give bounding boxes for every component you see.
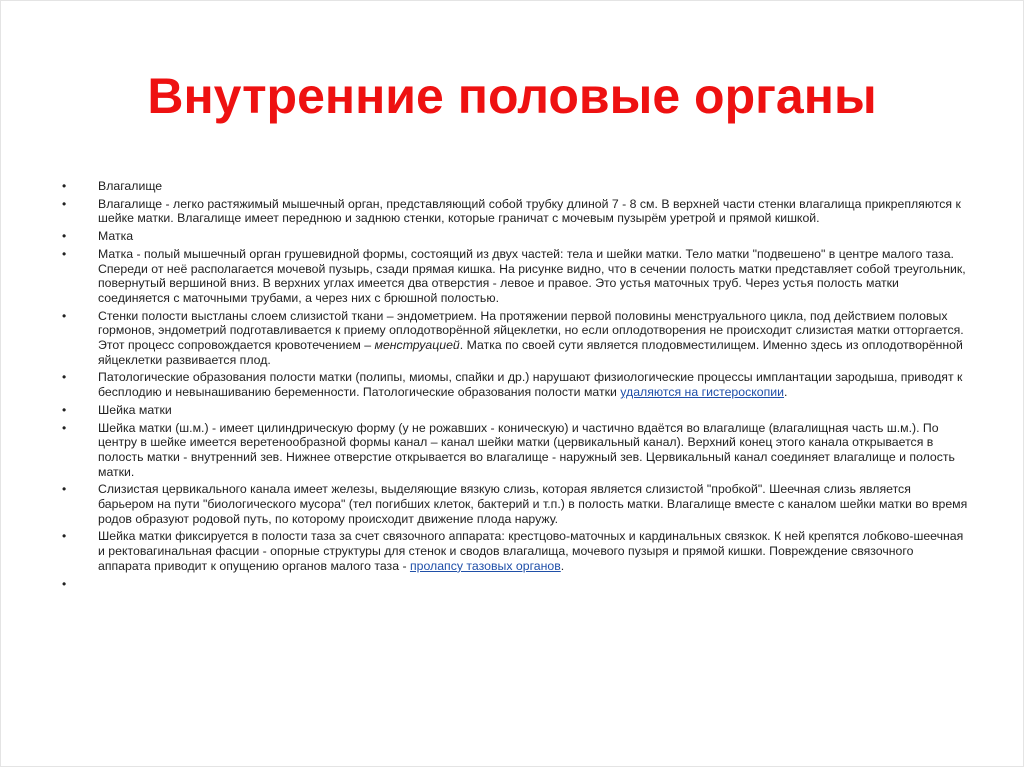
bullet-item-ligaments bbox=[62, 529, 968, 573]
slide-title: Внутренние половые органы bbox=[147, 68, 877, 124]
bullet-text: Слизистая цервикального канала имеет железы, выделяющие вязкую слизь, которая является слизистой "пробкой". Шеечная слизь является барьером на пути "биологического мусора" (тел погибших клеток, бактерий и т.п.) в полость матки. Влагалище вместе с каналом шейки матки во время родов образуют родовой путь, по которому происходит движение плода наружу. bbox=[98, 482, 968, 526]
bullet-item-vagina-description bbox=[62, 197, 968, 226]
bullet-item-vagina-heading bbox=[62, 179, 968, 194]
bullet-text: Матка - полый мышечный орган грушевидной формы, состоящий из двух частей: тела и шейки матки. Тело матки "подвешено" в центре малого таза. Спереди от неё располагается мочевой пузырь, сзади прямая кишка. На рисунке видно, что в сечении полость матки представляет собой треугольник, повернутый вершиной вниз. В верхних углах имеется два отверстия - левое и правое. Это устья маточных труб. Через устья полость матки соединяется с маточными трубами, а через них с брюшной полостью. bbox=[98, 246, 966, 305]
bullet-text: Шейка матки (ш.м.) - имеет цилиндрическую форму (у не рожавших - коническую) и частично вдаётся во влагалище (влагалищная часть ш.м.). По центру в шейке имеется веретенообразной формы канал – канал шейки матки (цервикальный канал). Верхний конец этого канала открывается в полость матки - внутренний зев. Нижнее отверстие открывается во влагалище - наружный зев. Цервикальный канал соединяет влагалище и полость матки. bbox=[98, 420, 955, 479]
bullet-text-before: Шейка матки фиксируется в полости таза за счет связочного аппарата: крестцово-маточных и кардинальных связкок. К ней крепятся лобково-шеечная и ректовагинальная фасции - опорные структуры для стенок и сводов влагалища, мочевого пузыря и прямой кишки. Повреждение связочного аппарата приводит к опущению органов малого таза - bbox=[98, 529, 964, 573]
bullet-text-after: . bbox=[784, 385, 788, 400]
bullet-item-uterus-heading bbox=[62, 229, 968, 244]
bullet-text-after: . bbox=[560, 558, 565, 573]
bullet-item-cervix-heading bbox=[62, 403, 968, 418]
prolapse-link[interactable]: пролапсу тазовых органов bbox=[409, 558, 561, 573]
bullet-text-before: Патологические образования полости матки (полипы, миомы, спайки и др.) нарушают физиологические процессы имплантации зародыша, приводят к бесплодию и невынашиванию беременности. Патологические образования полости матки bbox=[98, 370, 963, 400]
bullet-list bbox=[62, 179, 968, 594]
bullet-item-uterus-description bbox=[62, 247, 968, 306]
bullet-item-endometrium bbox=[62, 309, 968, 368]
bullet-item-cervix-description bbox=[62, 421, 968, 480]
bullet-item-empty bbox=[62, 577, 968, 592]
bullet-item-pathology bbox=[62, 370, 968, 399]
bullet-text: Влагалище - легко растяжимый мышечный орган, представляющий собой трубку длиной 7 - 8 см. В верхней части стенки влагалища прикрепляются к шейке матки. Влагалище имеет переднюю и заднюю стенки, которые граничат с мочевым пузырём уретрой и прямой кишкой. bbox=[98, 196, 961, 226]
bullet-item-cervical-mucosa bbox=[62, 482, 968, 526]
bullet-text: Матка bbox=[98, 229, 134, 244]
bullet-text: Шейка матки bbox=[98, 402, 172, 417]
bullet-text-before: Стенки полости выстланы слоем слизистой ткани – эндометрием. На протяжении первой половины менструального цикла, под действием половых гормонов, эндометрий подготавливается к приему оплодотворённой яйцеклетки, но если оплодотворения не происходит слизистая матки отторгается. Этот процесс сопровождается кровотечением – bbox=[98, 308, 964, 353]
bullet-text: Влагалище bbox=[98, 179, 163, 193]
bullet-text-italic: менструацией bbox=[374, 338, 460, 353]
hysteroscopy-link[interactable]: удаляются на гистероскопии bbox=[620, 385, 785, 400]
bullet-text-after: . Матка по своей сути является плодовместилищем. Именно здесь из оплодотворённой яйцеклетки развивается плод. bbox=[98, 338, 963, 367]
